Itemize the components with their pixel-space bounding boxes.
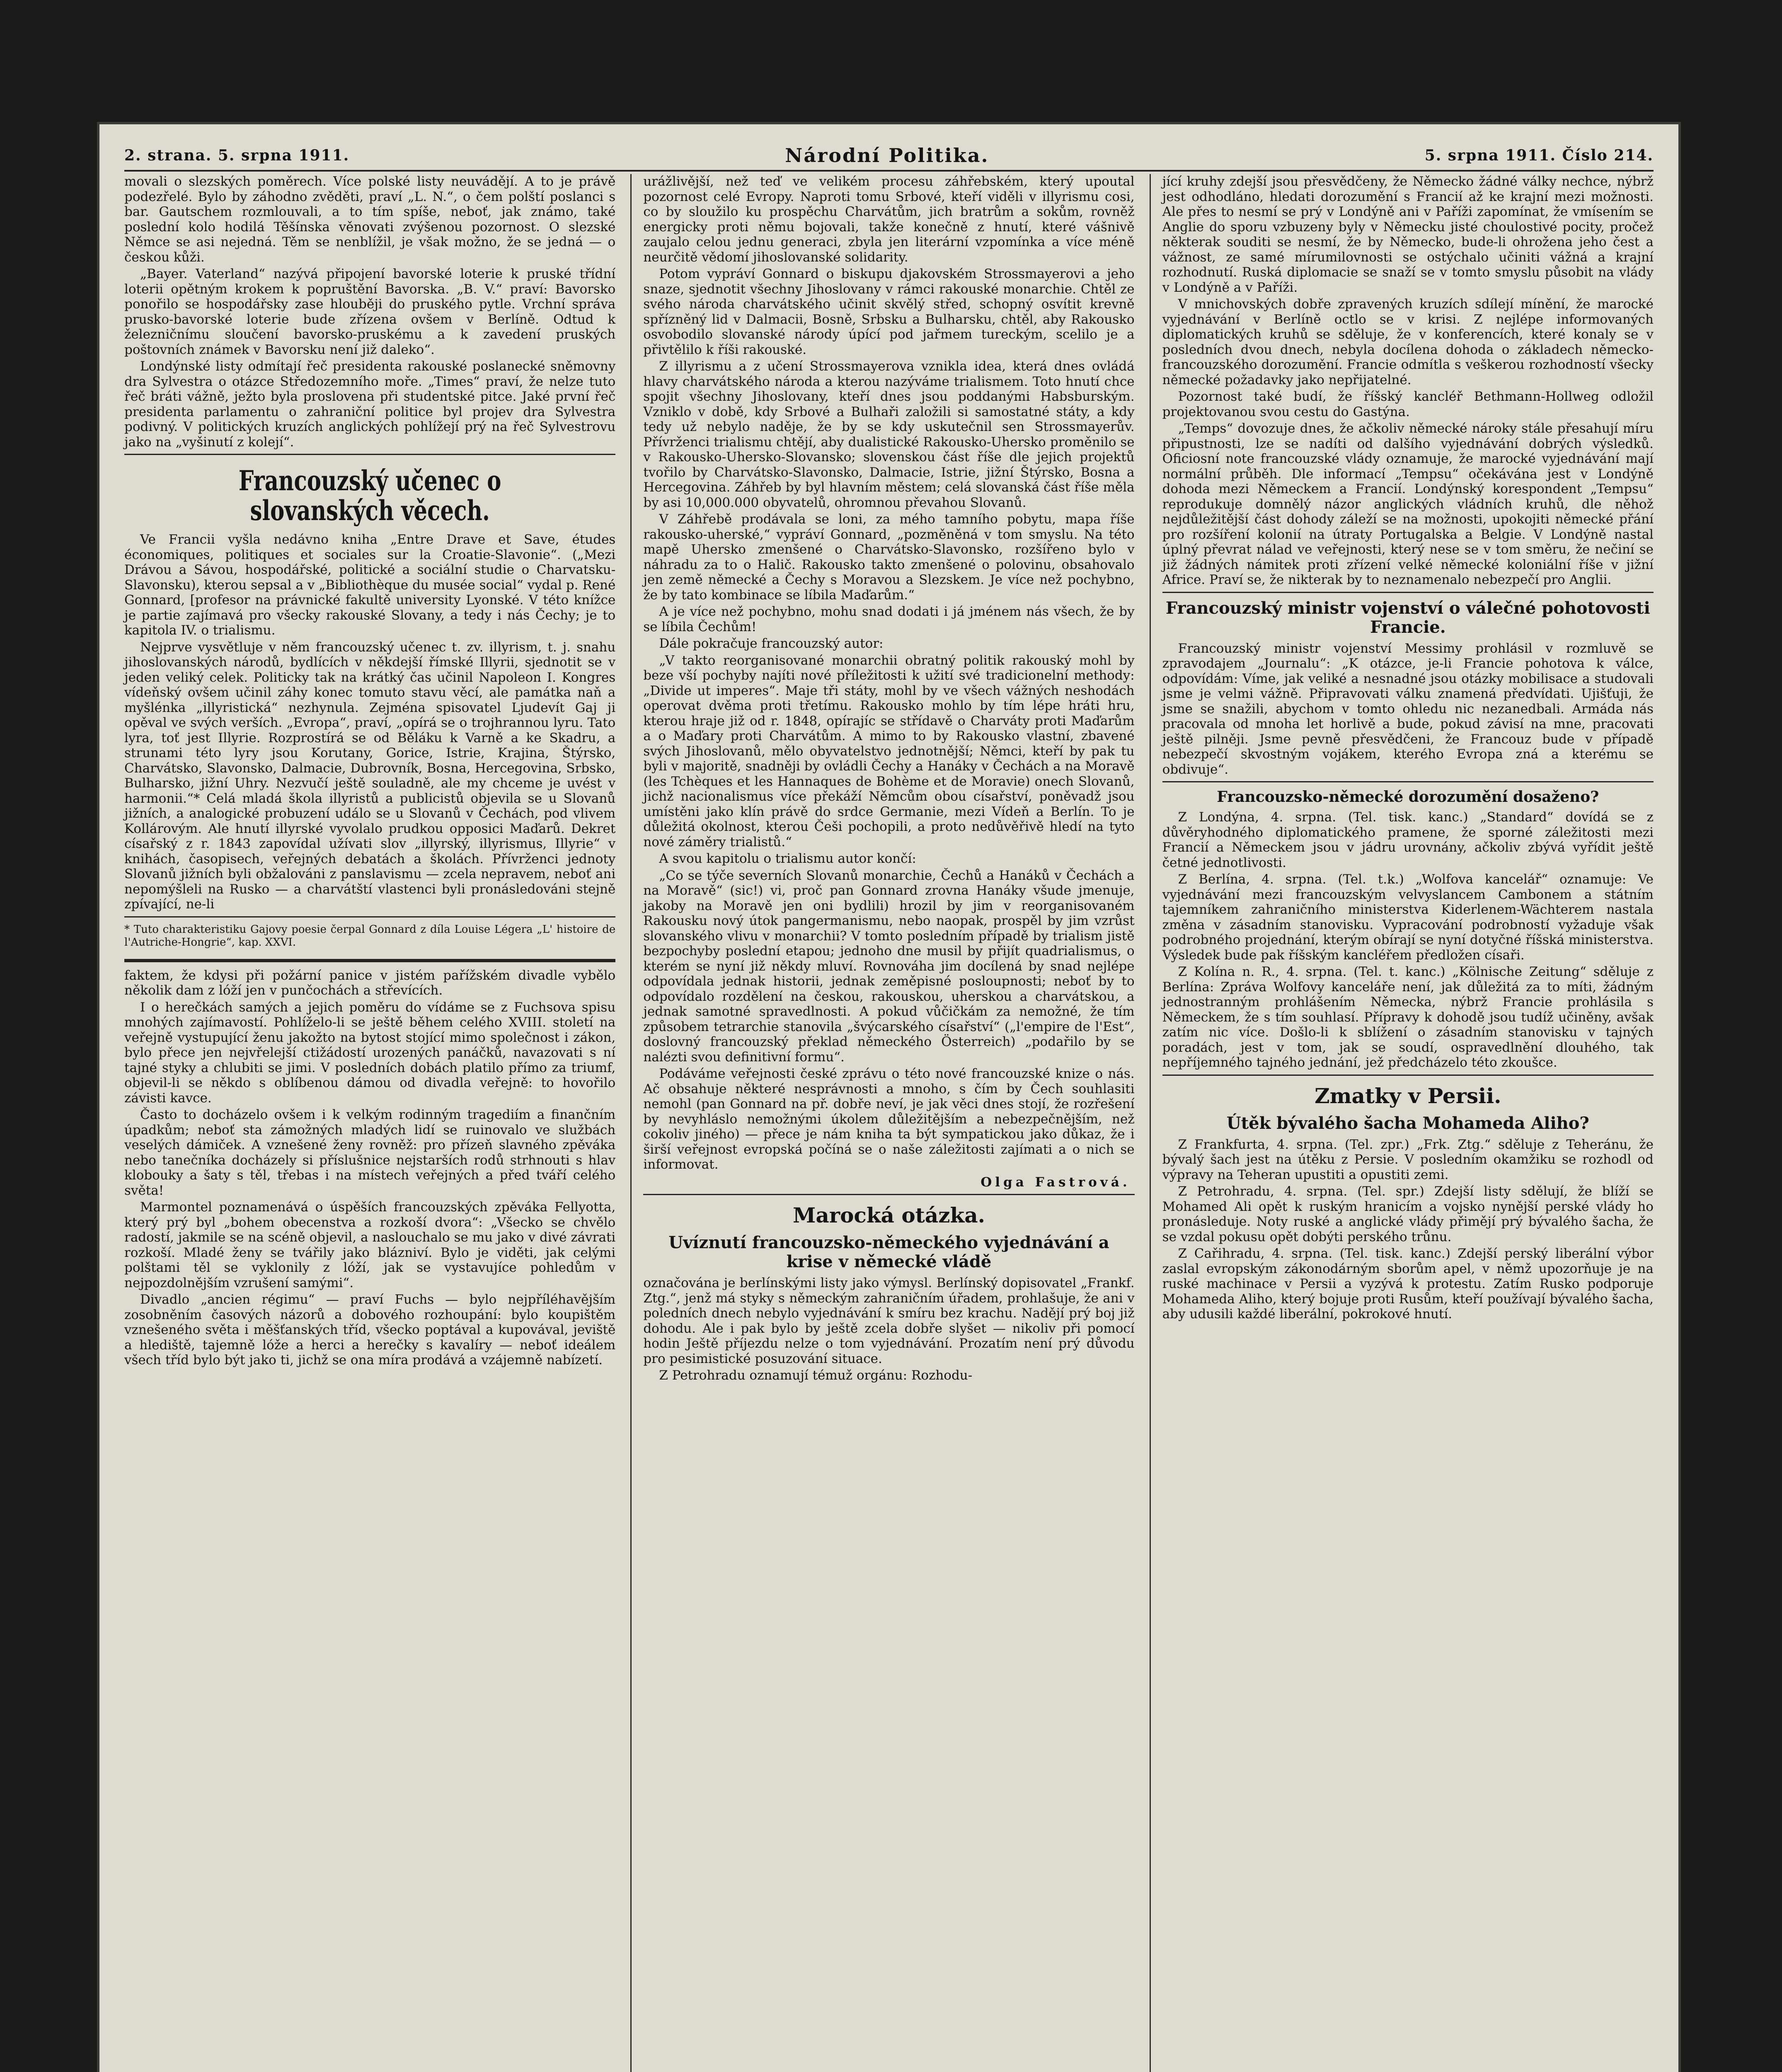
article-subtitle: Útěk bývalého šacha Mohameda Aliho? — [1226, 1113, 1589, 1133]
paragraph: A svou kapitolu o trialismu autor končí: — [659, 851, 916, 866]
paragraph: Z Londýna, 4. srpna. (Tel. tisk. kanc.) „Standard“ dovídá se z důvěryhodného diplomatického pramene, že sporné záležitosti mezi Francií a Německem jsou v jádru urovnány, ačkoliv zbývá vyřídit ještě četné jednotlivosti. — [1162, 810, 1654, 870]
paragraph: faktem, že kdysi při požární panice v jistém pařížském divadle vybělo několik dam z lóží jen v punčochách a střevících. — [124, 968, 616, 998]
running-head — [124, 141, 1654, 172]
column-2 — [630, 174, 1138, 2072]
article-title: Francouzsko-německé dorozumění dosaženo? — [1217, 788, 1599, 806]
newspaper-page — [99, 124, 1678, 2072]
paragraph: Pozornost také budí, že říšský kancléř Bethmann-Hollweg odložil projektovanou svou cestu do Gastýna. — [1162, 389, 1654, 419]
divider — [1162, 1075, 1654, 1076]
paragraph: Z Petrohradu, 4. srpna. (Tel. spr.) Zdejší listy sdělují, že blíží se Mohamed Ali opět k ruským hranicím a vojsko nynější perské vlády ho pronásleduje. Noty ruské a anglické vlády přimějí prý bývalého šacha, že se vzdal pokusu opět dobýti perského trůnu. — [1162, 1184, 1654, 1244]
article-subtitle: Uvíznutí francouzsko-německého vyjednávání a krise v německé vládě — [668, 1233, 1109, 1271]
divider — [1162, 592, 1654, 593]
column-1 — [120, 174, 620, 2072]
paragraph: „V takto reorganisované monarchii obratný politik rakouský mohl by beze vší pochyby najíti nové příležitosti k užití své tradicionelní methody: „Divide ut imperes“. Maje tři státy, mohl by ve všech vážných neshodách operovat dvěma proti třetímu. Rakousko mohlo by tím lépe hráti hru, kterou hraje již od r. 1848, opírajíc se střídavě o Charváty proti Maďarům a o Maďary proti Charvátům. A mimo to by Rakousko vlastní, zbavené svých Jihoslovanů, mělo obyvatelstvo jednotnější; Němci, kteří by pak tu byli v majoritě, snadněji by ovládli Čechy a Hanáky v Čechách a na Moravě (les Tchèques et les Hannaques de Bohème et de Moravie) onech Slovanů, jichž nacionalismus více překáží Němcům obou císařství, poněvadž jsou umístěni jako klín právě do srdce Germanie, mezi Vídeň a Berlín. To je důležitá okolnost, kterou Češi pochopili, a proto nedůvěřivě hledí na tyto nové záměry trialistů.“ — [643, 653, 1135, 850]
paragraph: Nejprve vysvětluje v něm francouzský učenec t. zv. illyrism, t. j. snahu jihoslovanských národů, bydlících v někdejší římské Illyrii, sjednotit se v jeden veliký celek. Politicky tak na krátký čas učinil Napoleon I. Kongres vídeňský ovšem učinil záhy konec tomuto stavu věcí, ale památka naň a myšlénka „illyristická“ nezhynula. Zejména spisovatel Ljudevít Gaj ji opěval ve svých verších. „Evropa“, praví, „opírá se o trojhrannou lyru. Tato lyra, toť jest Illyrie. Rozprostírá se od Běláku k Varně a ke Skadru, a strunami této lyry jsou Korutany, Gorice, Istrie, Krajina, Štýrsko, Charvátsko, Slavonsko, Dalmacie, Dubrovník, Bosna, Hercegovina, Srbsko, Bulharsko, jižní Uhry. Nezvučí ještě souladně, ale my chceme je uvést v harmonii.“* Celá mladá škola illyristů a publicistů objevila se u Slovanů jižních, a analogické probuzení událo se u Slovanů v Čechách, pod vlivem Kollárovým. Ale hnutí illyrské vyvolalo prudkou opposici Maďarů. Dekret císařský z r. 1843 zapovídal užívati slov „illyrský, illyrismus, Illyrie“ v knihách, časopisech, veřejných debatách a školách. Přívrženci jednoty Slovanů jižních byli obžalováni z panslavismu — zcela nepravem, neboť ani nepomýšleli na Rusko — a charvátští vlastenci byli pronásledováni stejně zpívající, ne-li — [124, 639, 616, 912]
paragraph: Z Kolína n. R., 4. srpna. (Tel. t. kanc.) „Kölnische Zeitung“ sděluje z Berlína: Zpráva Wolfovy kanceláře není, jak důležitá za to míti, žádným jednostranným prohlášením Německa, nýbrž Francie prohlásila s Německem, že s tím souhlasí. Přípravy k dohodě jsou tudíž učiněny, avšak zatím nic více. Došlo-li k sblížení o zásadním stanovisku v tajných poradách, jest v tom, jak se soudí, ospravedlnění dlouhého, tak nepříjemného tajného jednání, jež předcházelo této zkoušce. — [1162, 964, 1654, 1070]
paragraph: Divadlo „ancien régimu“ — praví Fuchs — bylo nejpříléhavějším zosobněním časových názorů a dobového rozhoupání: bylo koupištěm vznešeného světa i měšťanských tříd, všecko poptával a kupovával, jeviště a hlediště, tajemně lóže a herci a herečky s kavalíry — neboť ideálem všech tříd bylo být jako ti, jichž se ona míra prodává a vzájemně nabízetí. — [124, 1292, 616, 1368]
paragraph: Často to docházelo ovšem i k velkým rodinným tragediím a finančním úpadkům; neboť sta zámožných mladých lidí se ruinovalo ve službách veselých dámiček. A vznešené ženy rovněž: pro přízeň slavného zpěváka nebo tanečníka docházely si příslušnice nejstarších rodů strhnouti s hlav klobouky a šaty s těl, třebas i na místech veřejných a před tváří celého světa! — [124, 1107, 616, 1198]
divider — [1162, 781, 1654, 782]
paragraph: Z Petrohradu oznamují témuž orgánu: Rozhodu- — [659, 1368, 973, 1383]
paragraph: „Co se týče severních Slovanů monarchie, Čechů a Hanáků v Čechách a na Moravě“ (sic!) vi, proč pan Gonnard zrovna Hanáky všude jmenuje, jakoby na Moravě jen oni bydlili) hrozil by jim v reorganisovaném Rakousku nový útok pangermanismu, nebo naopak, prospěl by jim vzrůst slovanského vlivu v monarchii? V tomto posledním případě by trialism jistě bezpochyby poslední etapou; jednoho dne musil by přijít quadrialismus, o kterém se nyní již někdy mluví. Rovnováha jim docílená by snad nejlépe odpovídala jednak historii, jednak zeměpisné posloupnosti; neboť by to odpovídalo rozdělení na českou, rakouskou, uherskou a charvátskou, a jednak samotné spravedlnosti. A pokud vůčičkám za nemožné, že tím způsobem tetrarchie stanovila „švýcarského císařství“ („l'empire de l'Est“, doslovný francouzský překlad německého Österreich) „podařilo by se nalézti svou definitivní formu“. — [643, 868, 1135, 1065]
paragraph: Potom vypráví Gonnard o biskupu djakovském Strossmayerovi a jeho snaze, sjednotit všechny Jihoslovany v rámci rakouské monarchie. Chtěl ze svého národa charvátského učinit skvělý střed, schopný osvítit krevně spřízněný lid v Dalmacii, Bosně, Srbsku a Bulharsku, chtěl, aby Rakousko osvobodilo slovanské národy úpící pod jařmem tureckým, scelilo je a přivtělilo k říši rakouské. — [643, 266, 1135, 357]
article-title: Marocká otázka. — [792, 1203, 985, 1227]
paragraph: Ve Francii vyšla nedávno kniha „Entre Drave et Save, études économiques, politiques et sociales sur la Croatie-Slavonie“. („Mezi Drávou a Sávou, hospodářské, politické a sociální studie o Charvatsku-Slavonsku), kterou sepsal a v „Bibliothèque du musée social“ vydal p. René Gonnard, [profesor na právnické fakultě university Lyonské. V této knížce je partie zajímavá pro všecky rakouské Slovany, a tedy i nás Čechy; je to kapitola IV. o trialismu. — [124, 532, 616, 638]
paragraph: Z illyrismu a z učení Strossmayerova vznikla idea, která dnes ovládá hlavy charvátského národa a kterou nazýváme trialismem. Toto hnutí chce spojit všechny Jihoslovany, kteří dnes jsou poddanými Habsburským. Vzniklo v době, kdy Srbové a Bulhaři založili si samostatné státy, a kdy tedy už nebylo naděje, že by se kdy uskutečnil sen Strossmayerův. Přívrženci trialismu chtějí, aby dualistické Rakousko-Uhersko proměnilo se v Rakousko-Uhersko-Slovansko; slovenskou část říše dle jejich projektů tvořilo by Charvátsko-Slavonsko, Dalmacie, Istrie, jižní Štýrsko, Bosna a Hercegovina. Záhřeb by byl hlavním městem; celá slovanská část říše měla by asi 10,000.000 obyvatelů, ohromnou převahou Slovanů. — [643, 359, 1135, 510]
paragraph: movali o slezských poměrech. Více polské listy neuvádějí. A to je právě podezřelé. Bylo by záhodno zvěděti, praví „L. N.“, o čem polští poslanci s bar. Gautschem rozmlouvali, a to tím spíše, neboť, jak známo, také poslední kolo hodilá Těšínska věnovati zvýšenou pozornost. O slezské Němce se asi nejedná. Těm se nenblížil, je však možno, že se jedná — o českou kůži. — [124, 174, 616, 265]
paragraph: označována je berlínskými listy jako výmysl. Berlínský dopisovatel „Frankf. Ztg.“, jenž má styky s německým zahraničním úřadem, prohlašuje, že ani v poledních dnech nebylo vyjednávání k smíru bez krachu. Nadějí prý boj již dohodu. Ale i pak bylo by ještě zcela dobře slyšet — nikoliv při pomocí hodin Ještě příjezdu nelze o tom vyjednávání. Prozatím není prý důvodu pro pesimistické posuzování situace. — [643, 1276, 1135, 1366]
paragraph: V mnichovských dobře zpravených kruzích sdílejí mínění, že marocké vyjednávání v Berlíně octlo se v krisi. Z nejlépe informovaných diplomatických kruhů se sděluje, že v konferencích, které konaly se v posledních dvou dnech, nebyla docílena dohoda o základech německo-francouzského dorozumění. Francie odmítla s veškerou rozhodností všecky německé požadavky jako nepřijatelné. — [1162, 297, 1654, 387]
masthead: Národní Politika. — [785, 144, 989, 167]
paragraph: Z Berlína, 4. srpna. (Tel. t.k.) „Wolfova kancelář“ oznamuje: Ve vyjednávání mezi francouzským velvyslancem Cambonem a státním tajemníkem zahraničního ministerstva Kiderlenem-Wächterem nastala změna v zásadním stanovisku. Vypracování podrobností vyžaduje však podrobného projednání, kterým obírají se nyní dotyčné říšská ministerstva. Výsledek bude pak říšským kancléřem předložen císaři. — [1162, 872, 1654, 963]
paragraph: Londýnské listy odmítají řeč presidenta rakouské poslanecké sněmovny dra Sylvestra o otázce Středozemního moře. „Times“ praví, že nelze tuto řeč bráti vážně, ježto byla proslovena při studentské pitce. Jaké první řeč presidenta parlamentu o zahraniční politice byl projev dra Sylvestra podivný. V politických kruzích anglických pohlížejí prý na řeč Sylvestrovu jako na „vyšinutí z kolejí“. — [124, 359, 616, 450]
author-signature: Olga Fastrová. — [981, 1174, 1131, 1190]
article-title: Francouzský ministr vojenství o válečné pohotovosti Francie. — [1165, 598, 1650, 637]
paragraph: Marmontel poznamenává o úspěších francouzských zpěváka Fellyotta, který prý byl „bohem obecenstva a rozkoší dvora“: „Všecko se chvělo radostí, jakmile se na scéně objevil, a naslouchalo se mu jako v divé závrati rozkoší. Mladé ženy se tvářily jako blázniví. Bylo je viděti, jak celými polštami těl se vyklonily z lóží, jak se vystavujíce pohledům v nejpozdolnějším vzrušení samými“. — [124, 1200, 616, 1290]
paragraph: Podáváme veřejnosti české zprávu o této nové francouzské knize o nás. Ač obsahuje některé nesprávnosti a mnoho, s čím by Čech souhlasiti nemohl (pan Gonnard na př. dobře neví, je jak věci dnes stojí, že rozřešení by nevyhláslo nemožnými úkolem důležitějším a nebezpečnějším, než cokoliv jiného) — přece je nám kniha ta být sympatickou jako důkaz, že i širší veřejnost evropská počíná se o naše záležitosti zajímati a o nich se informovat. — [643, 1066, 1135, 1172]
paragraph: I o herečkách samých a jejich poměru do vídáme se z Fuchsova spisu mnohých zajímavostí. Pohlíželo-li se ještě během celého XVIII. století na veřejně vystupující ženu jakožto na bytost stojící mimo společnost i zákon, bylo přece jen nejvřelejší ctižádostí urozených panáčků, navazovati s ní tajné styky a chlubiti se jimi. V posledních dobách platilo přímo za triumf, objevil-li se někdo s oblíbenou dámou od divadla veřejně: to hovořilo závisti kavce. — [124, 1000, 616, 1106]
article-title: Francouzský učenec o slovanských věcech. — [238, 465, 501, 527]
paragraph: jící kruhy zdejší jsou přesvědčeny, že Německo žádné války nechce, nýbrž jest odhodláno, hledati dorozumění s Francií až ke krajní mezi možnosti. Ale přes to nesmí se prý v Londýně ani v Paříži zapomínat, že vmísením se Anglie do sporu vzbuzeny byly v Německu jisté choulostivé pocity, pročež některak souditi se nesmí, že by Německo, bude-li ohrožena jeho čest a vážnost, ze samé mírumilovnosti se ostýchalo učiniti vážná a krajní rozhodnutí. Ruská diplomacie se snaží se v tomto smyslu působit na vlády v Londýně a v Paříži. — [1162, 174, 1654, 295]
paragraph: A je více než pochybno, mohu snad dodati i já jménem nás všech, že by se líbila Čechům! — [643, 604, 1135, 634]
page-date-left: 2. strana. 5. srpna 1911. — [124, 147, 350, 164]
paragraph: Z Cařihradu, 4. srpna. (Tel. tisk. kanc.) Zdejší perský liberální výbor zaslal evropským zákonodárným sborům apel, v němž upozorňuje je na ruské machinace v Persii a vyzývá k protestu. Zatím Rusko podporuje Mohameda Aliho, který bojuje proti Rusům, kteří používají bývalého šacha, aby udusili každé liberální, pokrokové hnutí. — [1162, 1246, 1654, 1322]
column-3 — [1150, 174, 1658, 2072]
paragraph: Z Frankfurta, 4. srpna. (Tel. zpr.) „Frk. Ztg.“ sděluje z Teheránu, že bývalý šach jest na útěku z Persie. V posledním okamžiku se rozhodl od výpravy na Teheran upustiti a opustiti zemi. — [1162, 1137, 1654, 1182]
article-title: Zmatky v Persii. — [1315, 1083, 1501, 1108]
divider — [124, 959, 615, 962]
columns — [120, 174, 1658, 2072]
divider — [124, 454, 615, 455]
paragraph: Francouzský ministr vojenství Messimy prohlásil v rozmluvě se zpravodajem „Journalu“: „K otázce, je-li Francie pohotova k válce, odpovídám: Víme, jak veliké a nesnadné jsou otázky mobilisace a studovali jsme je velmi vážně. Připravovati válku znamená předvídati. Ujišťuji, že jsme se snažili, abychom v tomto ohledu nic nezanedbali. Armáda nás pracovala od mnoha let horlivě a bude, pokud závisí na mne, pracovati ještě pilněji. Jsme pevně přesvědčeni, že Francouz bude v případě nebezpečí skvostným vojákem, kterého Evropa zná a kterému se obdivuje“. — [1162, 641, 1654, 777]
paragraph: V Záhřebě prodávala se loni, za mého tamního pobytu, mapa říše rakousko-uherské,“ vypráví Gonnard, „pozměněná v tom smyslu. Na této mapě Uhersko zmenšené o Charvátsko-Slavonsko, rozšířeno bylo v náhradu za to o Halič. Rakousko takto zmenšené o polovinu, obsahovalo jen země německé a Čechy s Moravou a Slezskem. Je více než pochybno, že by tato kombinace se líbila Maďarům.“ — [643, 512, 1135, 603]
page-date-right: 5. srpna 1911. Číslo 214. — [1424, 147, 1654, 164]
paragraph: urážlivější, než teď ve velikém procesu záhřebském, který upoutal pozornost celé Evropy. Naproti tomu Srbové, kteří viděli v illyrismu cosi, co by sloužilo ku prospěchu Charvátům, jich bratrům a sokům, rovněž energicky proti němu bojovali, takže konečně z hnutí, které vášnivě zaujalo celou jednu generaci, zbyla jen literární vzpomínka a více méně neurčitě vědomí jihoslovanské solidarity. — [643, 174, 1135, 265]
paragraph: „Temps“ dovozuje dnes, že ačkoliv německé nároky stále přesahují míru připustnosti, lze se nadíti od dalšího vyjednávání dobrých výsledků. Oficiosní note francouzské vlády oznamuje, že marocké vyjednávání mají normální průběh. Dle informací „Tempsu“ očekávána jest v Londýně dohoda mezi Německem a Francií. Londýnský korespondent „Tempsu“ reprodukuje domnělý názor anglických vládních kruhů, dle něhož nejdůležitější část dohody záleží se na možnosti, upokojiti německé přání pro rozšíření kolonií na útraty Portugalska a Belgie. V Londýně nastal úplný převrat nálad ve veřejnosti, který nese se v tom směru, že nečiní se již žádných námitek proti zřízení velké německé koloniální říše v jižní Africe. Praví se, že nikterak by to neznamenalo nebezpečí pro Anglii. — [1162, 421, 1654, 587]
footnote: * Tuto charakteristiku Gajovy poesie čerpal Gonnard z díla Louise Légera „L' histoire de l'Autriche-Hongrie“, kap. XXVI. — [124, 923, 616, 949]
paragraph: „Bayer. Vaterland“ nazývá připojení bavorské loterie k pruské třídní loterii opětným krokem k popruštění Bavorska. „B. V.“ praví: Bavorsko ponořilo se hospodářsky zase hlouběji do pruského pytle. Vrchní správa prusko-bavorské loterie bude zřízena ovšem v Berlíně. Odtud k železničnímu sloučení bavorsko-pruskému a k zavedení pruských poštovních známek v Bavorsku není již daleko“. — [124, 266, 616, 357]
divider — [124, 916, 615, 917]
divider — [643, 1194, 1134, 1195]
paragraph: Dále pokračuje francouzský autor: — [659, 636, 884, 651]
